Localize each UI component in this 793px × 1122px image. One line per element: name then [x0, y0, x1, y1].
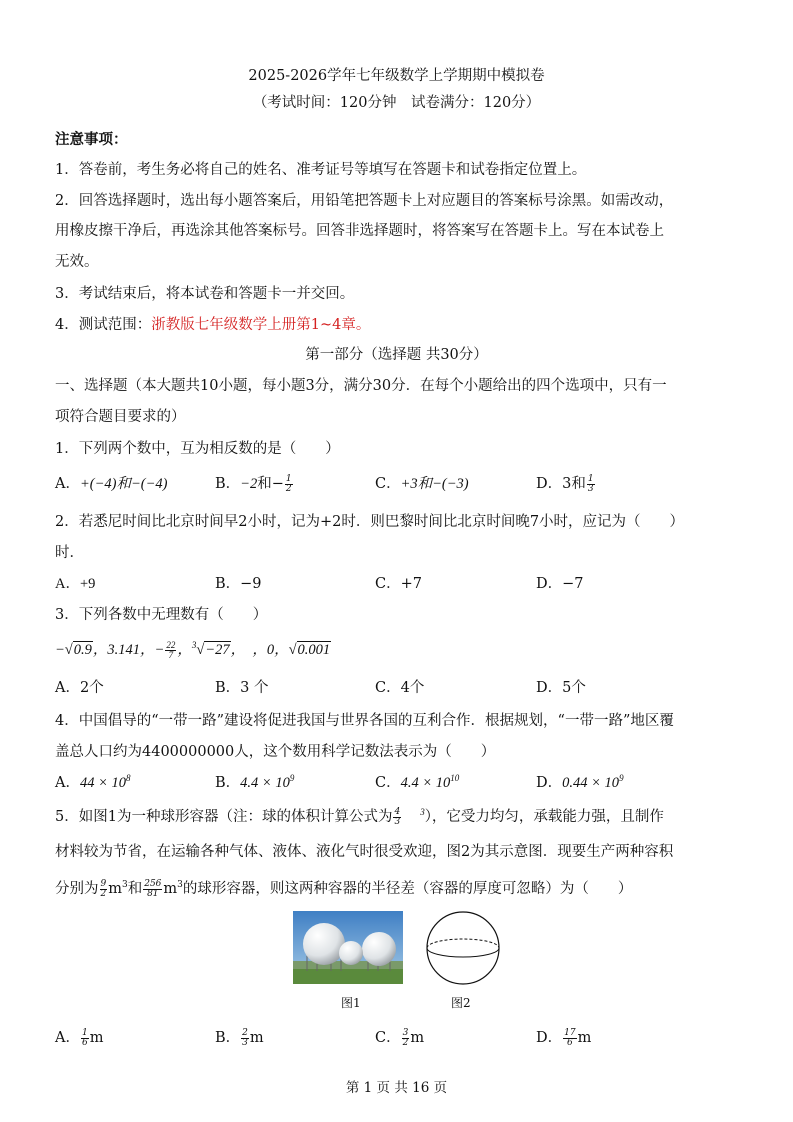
unit: m	[410, 1030, 425, 1046]
notice-item-2-line2: 用橡皮擦干净后，再选涂其他答案标号。回答非选择题时，将答案写在答题卡上。写在本试卷上	[55, 223, 664, 239]
question-3-stem: 3．下列各数中无理数有（ ）	[55, 607, 268, 623]
spherical-tanks-illustration	[293, 911, 403, 984]
question-5-option-c	[375, 1026, 424, 1048]
root-index: 3	[191, 640, 197, 651]
option-label: C．	[375, 775, 401, 791]
notice-item-2-line1: 2．回答选择题时，选出每小题答案后，用铅笔把答题卡上对应题目的答案标号涂黑。如需改动，	[55, 193, 674, 209]
option-label: B．	[215, 476, 241, 492]
fraction: $\frac{256}{81}$	[144, 878, 162, 899]
fraction: $\frac{9}{2}$	[100, 878, 107, 899]
option-value: 3和	[562, 476, 586, 492]
question-2-option-c: C．+7	[375, 576, 422, 592]
exponent: 3	[420, 807, 425, 818]
question-4-option-a	[55, 771, 131, 792]
fraction: $\frac{1}{3}$	[587, 473, 594, 494]
question-5-stem-line1	[55, 805, 664, 827]
section-instructions-line1: 一、选择题（本大题共10小题，每小题3分，满分30分．在每个小题给出的四个选项中，只有一	[55, 378, 667, 394]
unit: m	[577, 1030, 592, 1046]
fraction: $\frac{17}{6}$	[564, 1027, 576, 1048]
option-label: A．	[55, 775, 80, 791]
sphere-icon	[423, 910, 503, 986]
option-value: 4.4 × 10	[240, 775, 290, 791]
notice-item-3: 3．考试结束后，将本试卷和答题卡一并交回。	[55, 286, 355, 302]
question-1-option-b	[215, 472, 294, 494]
option-label: A．	[55, 476, 80, 492]
question-5-stem-line3	[55, 877, 632, 899]
option-label: C．	[375, 476, 401, 492]
unit: m	[249, 1030, 264, 1046]
option-label: B．	[215, 1030, 241, 1046]
stem-text: ），它受力均匀，承载能力强，且制作	[424, 809, 664, 825]
exponent: 8	[126, 773, 131, 784]
option-value: 0.44 × 10	[562, 775, 620, 791]
question-1-option-d	[536, 472, 596, 494]
option-label: D．	[536, 476, 563, 492]
question-5-option-d	[536, 1026, 591, 1048]
exponent: 3	[121, 880, 128, 891]
question-3-option-c: C．4个	[375, 680, 425, 696]
part-title: 第一部分（选择题 共30分）	[305, 347, 488, 363]
figure-2-caption: 图2	[451, 996, 471, 1010]
option-label: A．	[55, 1030, 80, 1046]
question-5-option-b	[215, 1026, 264, 1048]
question-1-option-a	[55, 472, 167, 493]
figure-2-sphere-diagram	[423, 910, 503, 986]
radicand: −27	[205, 642, 230, 658]
exponent: 10	[450, 773, 460, 784]
radicand: 0.001	[297, 642, 331, 658]
unit: m	[89, 1030, 104, 1046]
question-4-option-b	[215, 771, 294, 792]
question-4-option-d	[536, 771, 624, 792]
option-label: C．	[375, 1030, 401, 1046]
notice-item-4-prefix: 4．测试范围：	[55, 317, 152, 333]
fraction: $\frac{4}{3}$	[394, 806, 401, 827]
exponent: 9	[289, 773, 295, 784]
minus-sign: −	[55, 642, 65, 658]
list-text: ，	[177, 642, 192, 658]
unit: m	[163, 881, 178, 897]
question-1-stem: 1．下列两个数中，互为相反数的是（ ）	[55, 441, 340, 457]
page-title: 2025-2026学年七年级数学上学期期中模拟卷	[248, 68, 545, 84]
section-instructions-line2: 项符合题目要求的）	[55, 409, 186, 425]
question-3-option-b: B．3 个	[215, 680, 269, 696]
stem-text: 和	[127, 881, 143, 897]
page-number: 第 1 页 共 16 页	[345, 1080, 448, 1096]
notice-item-1: 1．答卷前，考生务必将自己的姓名、准考证号等填写在答题卡和试卷指定位置上。	[55, 162, 587, 178]
unit: m	[108, 881, 122, 897]
question-3-number-list: −√0.9，3.141，− $\frac{22}{7}$ ，$^3$√−27， ，0，√0.001	[55, 640, 331, 661]
option-label: D．	[536, 775, 563, 791]
option-label: D．	[536, 1030, 563, 1046]
option-text: 和−	[257, 476, 284, 492]
question-3-option-d: D．5个	[536, 680, 586, 696]
question-2-stem-line2: 时．	[55, 545, 84, 561]
figure-1-photo	[293, 911, 403, 984]
notice-item-4	[55, 313, 370, 334]
question-5-stem-line2: 材料较为节省，在运输各种气体、液体、液化气时很受欢迎，图2为其示意图．现要生产两种容积	[55, 844, 674, 860]
option-value: +3和−(−3)	[400, 476, 469, 492]
radicand: 0.9	[73, 642, 92, 658]
question-4-stem-line2: 盖总人口约为4400000000人，这个数用科学记数法表示为（ ）	[55, 744, 496, 760]
stem-text: 5．如图1为一种球形容器（注：球的体积计算公式为	[55, 809, 393, 825]
option-label: B．	[215, 775, 241, 791]
fraction: $\frac{3}{2}$	[402, 1027, 409, 1048]
question-3-option-a: A．2个	[55, 680, 104, 696]
option-value: +(−4)和−(−4)	[79, 476, 168, 492]
question-2-option-a: A．+9	[55, 576, 96, 592]
question-2-stem-line1: 2．若悉尼时间比北京时间早2小时，记为+2时．则巴黎时间比北京时间晚7小时，应记为（ ）	[55, 514, 685, 530]
question-2-option-b: B．−9	[215, 576, 262, 592]
exam-info: （考试时间：120分钟 试卷满分：120分）	[252, 95, 541, 111]
fraction: $\frac{1}{6}$	[81, 1027, 88, 1048]
notice-item-2-line3: 无效。	[55, 254, 99, 270]
option-value: −2	[240, 476, 258, 492]
exponent: 3	[177, 880, 183, 891]
stem-text: 的球形容器，则这两种容器的半径差（容器的厚度可忽略）为（ ）	[182, 881, 633, 897]
question-1-option-c	[375, 472, 469, 493]
option-value: 44 × 10	[79, 775, 127, 791]
question-5-option-a	[55, 1026, 103, 1048]
fraction: $\frac{2}{3}$	[242, 1027, 248, 1048]
list-text: ，3.141，−	[92, 642, 165, 658]
list-text: ， ，0，	[230, 642, 289, 658]
stem-text: 分别为	[55, 881, 99, 897]
fraction: $\frac{1}{2}$	[285, 473, 292, 494]
figure-1-caption: 图1	[341, 996, 361, 1010]
fraction: $\frac{22}{7}$	[166, 640, 176, 661]
option-value: 4.4 × 10	[400, 775, 451, 791]
exponent: 9	[619, 773, 624, 784]
question-2-option-d: D．−7	[536, 576, 584, 592]
notice-heading: 注意事项：	[55, 131, 128, 148]
question-4-option-c	[375, 771, 459, 792]
test-scope: 浙教版七年级数学上册第1~4章。	[151, 317, 371, 333]
question-4-stem-line1: 4．中国倡导的“一带一路”建设将促进我国与世界各国的互利合作．根据规划，“一带一路”地区覆	[55, 713, 674, 729]
